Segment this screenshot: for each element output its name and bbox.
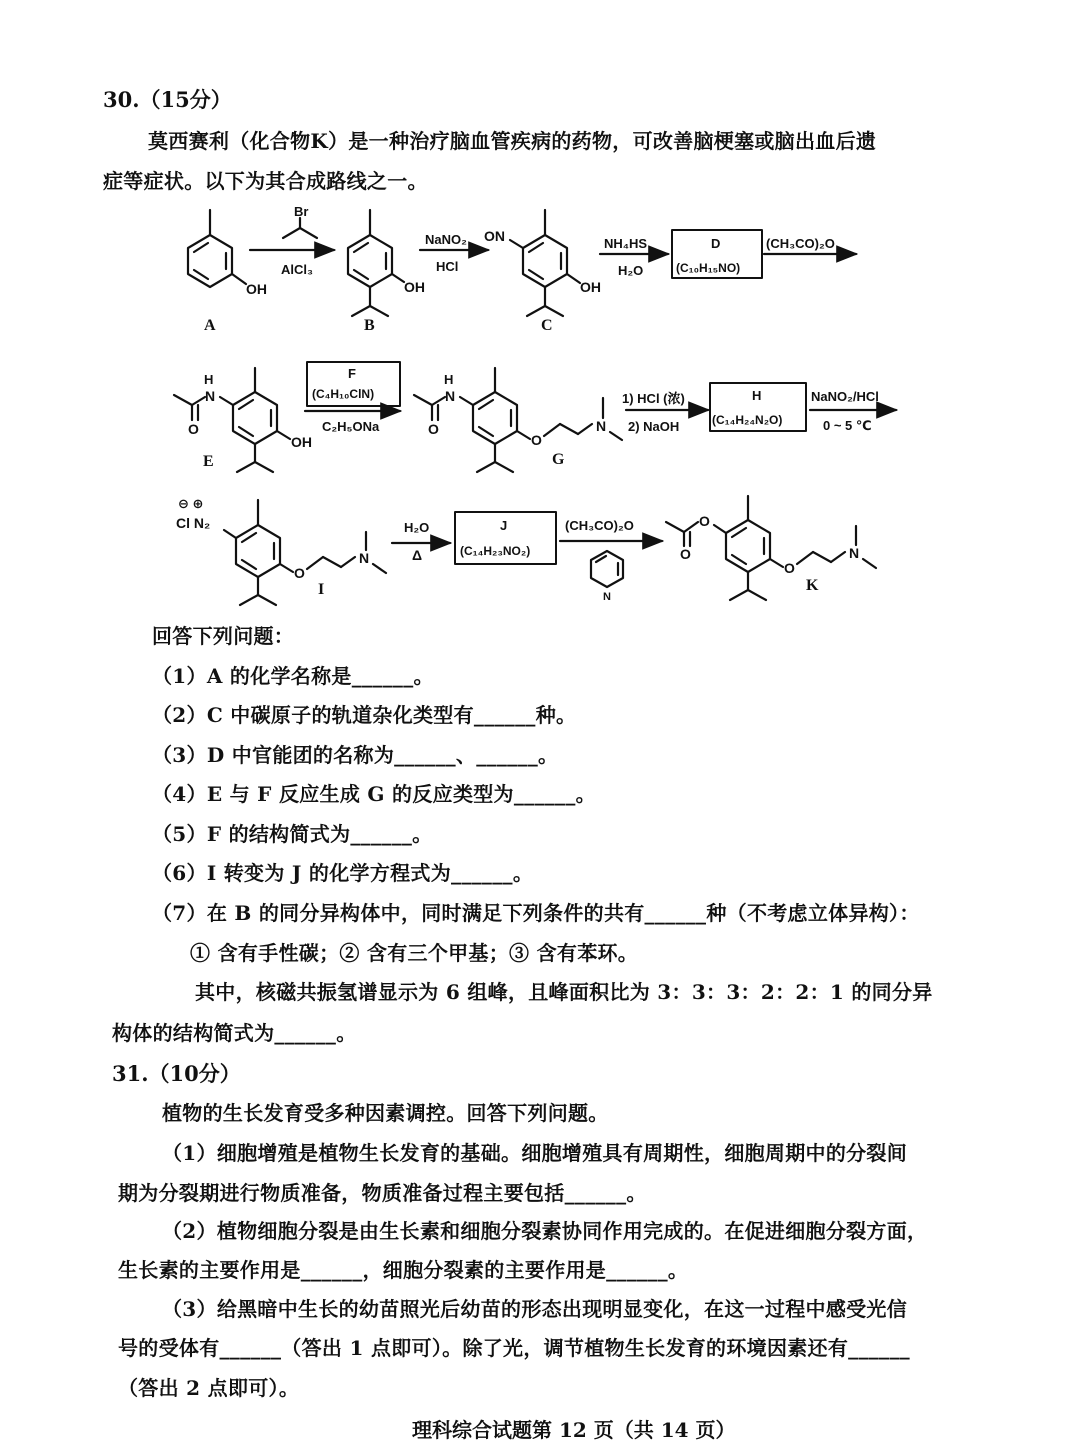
box-h-name: H [752, 388, 762, 403]
box-f-name: F [348, 366, 356, 381]
reagent-hcl: HCl [436, 259, 459, 274]
c-oh-label: OH [580, 279, 601, 295]
q30-item-7: （7）在 B 的同分异构体中，同时满足下列条件的共有______种（不考虑立体异构）： [152, 901, 920, 925]
compound-e-structure [174, 368, 290, 472]
reagent-ac2o-1: (CH₃CO)₂O [766, 236, 835, 251]
q30-intro-line1: 莫西赛利（化合物K）是一种治疗脑血管疾病的药物，可改善脑梗塞或脑出血后遗 [148, 129, 877, 153]
k-ester-o-label: O [699, 513, 710, 529]
e-o-label: O [188, 421, 199, 437]
c-on-label: ON [484, 228, 505, 244]
box-j-formula: (C₁₄H₂₃NO₂) [460, 544, 531, 558]
label-c: C [541, 317, 553, 334]
i-charges-label: ⊖ ⊕ [178, 496, 204, 511]
q31-item-2-line2: 生长素的主要作用是______，细胞分裂素的主要作用是______。 [118, 1258, 689, 1282]
q30-item-4: （4）E 与 F 反应生成 G 的反应类型为______。 [152, 782, 596, 806]
q30-item-1: （1）A 的化学名称是______。 [152, 664, 434, 688]
q30-intro-line2: 症等症状。以下为其合成路线之一。 [103, 169, 428, 193]
k-amine-n-label: N [849, 545, 860, 561]
q31-item-1-line2: 期为分裂期进行物质准备，物质准备过程主要包括______。 [118, 1181, 647, 1205]
q30-item-7-structure: 构体的结构简式为______。 [112, 1021, 357, 1045]
q31-intro: 植物的生长发育受多种因素调控。回答下列问题。 [162, 1101, 609, 1125]
k-carbonyl-o-label: O [680, 546, 691, 562]
box-j-name: J [500, 518, 508, 533]
e-oh-label: OH [291, 434, 312, 450]
b-oh-label: OH [404, 279, 425, 295]
i-ether-o-label: O [294, 565, 305, 581]
g-amine-n-label: N [596, 418, 607, 434]
q30-item-5: （5）F 的结构简式为______。 [152, 822, 433, 846]
reagent-alcl3: AlCl₃ [281, 262, 314, 277]
label-a: A [204, 317, 216, 334]
q30-item-6: （6）I 转变为 J 的化学方程式为______。 [152, 861, 534, 885]
i-cln2-label: Cl N₂ [176, 515, 211, 531]
g-h-label: H [444, 372, 454, 387]
box-h-formula: (C₁₄H₂₄N₂O) [712, 413, 783, 427]
reagent-h2o: H₂O [618, 263, 644, 278]
box-d-formula: (C₁₀H₁₅NO) [676, 261, 741, 275]
reagent-heat: Δ [412, 547, 423, 563]
a-oh-label: OH [246, 281, 267, 297]
q31-item-3-line1: （3）给黑暗中生长的幼苗照光后幼苗的形态出现明显变化，在这一过程中感受光信 [162, 1297, 908, 1321]
reagent-ac2o-2: (CH₃CO)₂O [565, 518, 634, 533]
q31-item-3-line2: 号的受体有______（答出 1 点即可）。除了光，调节植物生长发育的环境因素还有______ [118, 1336, 910, 1360]
e-h-label: H [204, 372, 214, 387]
q31-item-2-line1: （2）植物细胞分裂是由生长素和细胞分裂素协同作用完成的。在促进细胞分裂方面， [162, 1219, 928, 1243]
g-ether-o-label: O [531, 432, 542, 448]
g-n-label: N [445, 388, 456, 404]
q30-item-3: （3）D 中官能团的名称为______、______。 [152, 743, 559, 767]
label-i: I [318, 581, 325, 598]
compound-k-structure [666, 496, 876, 600]
q30-item-7-conditions: ① 含有手性碳；② 含有三个甲基；③ 含有苯环。 [190, 941, 639, 965]
reagent-nano2-hcl: NaNO₂/HCl [811, 389, 879, 404]
q31-header: 31.（10分） [112, 1061, 241, 1086]
reagent-nh4hs: NH₄HS [604, 236, 648, 251]
e-n-label: N [205, 388, 216, 404]
compound-c-structure [510, 210, 580, 316]
answer-prompt: 回答下列问题： [152, 624, 295, 648]
label-k: K [806, 577, 819, 594]
q30-item-2: （2）C 中碳原子的轨道杂化类型有______种。 [152, 703, 577, 727]
pyridine-structure [591, 551, 623, 587]
page-footer: 理科综合试题第 12 页（共 14 页） [412, 1418, 736, 1442]
reagent-hcl-conc: 1) HCl (浓) [622, 391, 685, 406]
synthesis-scheme [0, 195, 1080, 610]
compound-a-structure [188, 210, 246, 287]
label-e: E [203, 453, 214, 470]
compound-b-structure [348, 210, 404, 316]
label-g: G [552, 451, 565, 468]
box-f-formula: (C₄H₁₀ClN) [312, 387, 375, 401]
reagent-c2h5ona: C₂H₅ONa [322, 419, 380, 434]
q30-item-7-nmr: 其中，核磁共振氢谱显示为 6 组峰，且峰面积比为 3：3：3：2：2：1 的同分异 [195, 980, 933, 1004]
k-ether-o-label: O [784, 560, 795, 576]
reagent-temperature: 0 ~ 5 ℃ [823, 418, 872, 433]
g-o-label: O [428, 421, 439, 437]
q31-item-3-line3: （答出 2 点即可）。 [118, 1376, 300, 1400]
label-b: B [364, 317, 375, 334]
i-amine-n-label: N [359, 550, 370, 566]
pyridine-n-label: N [603, 591, 611, 603]
box-d-name: D [711, 236, 721, 251]
reagent-br: Br [294, 204, 309, 219]
q31-item-1-line1: （1）细胞增殖是植物生长发育的基础。细胞增殖具有周期性，细胞周期中的分裂间 [162, 1141, 908, 1165]
reagent-naoh: 2) NaOH [628, 419, 680, 434]
q30-header: 30.（15分） [103, 87, 232, 112]
reagent-nano2: NaNO₂ [425, 232, 467, 247]
reagent-h2o-2: H₂O [404, 520, 430, 535]
